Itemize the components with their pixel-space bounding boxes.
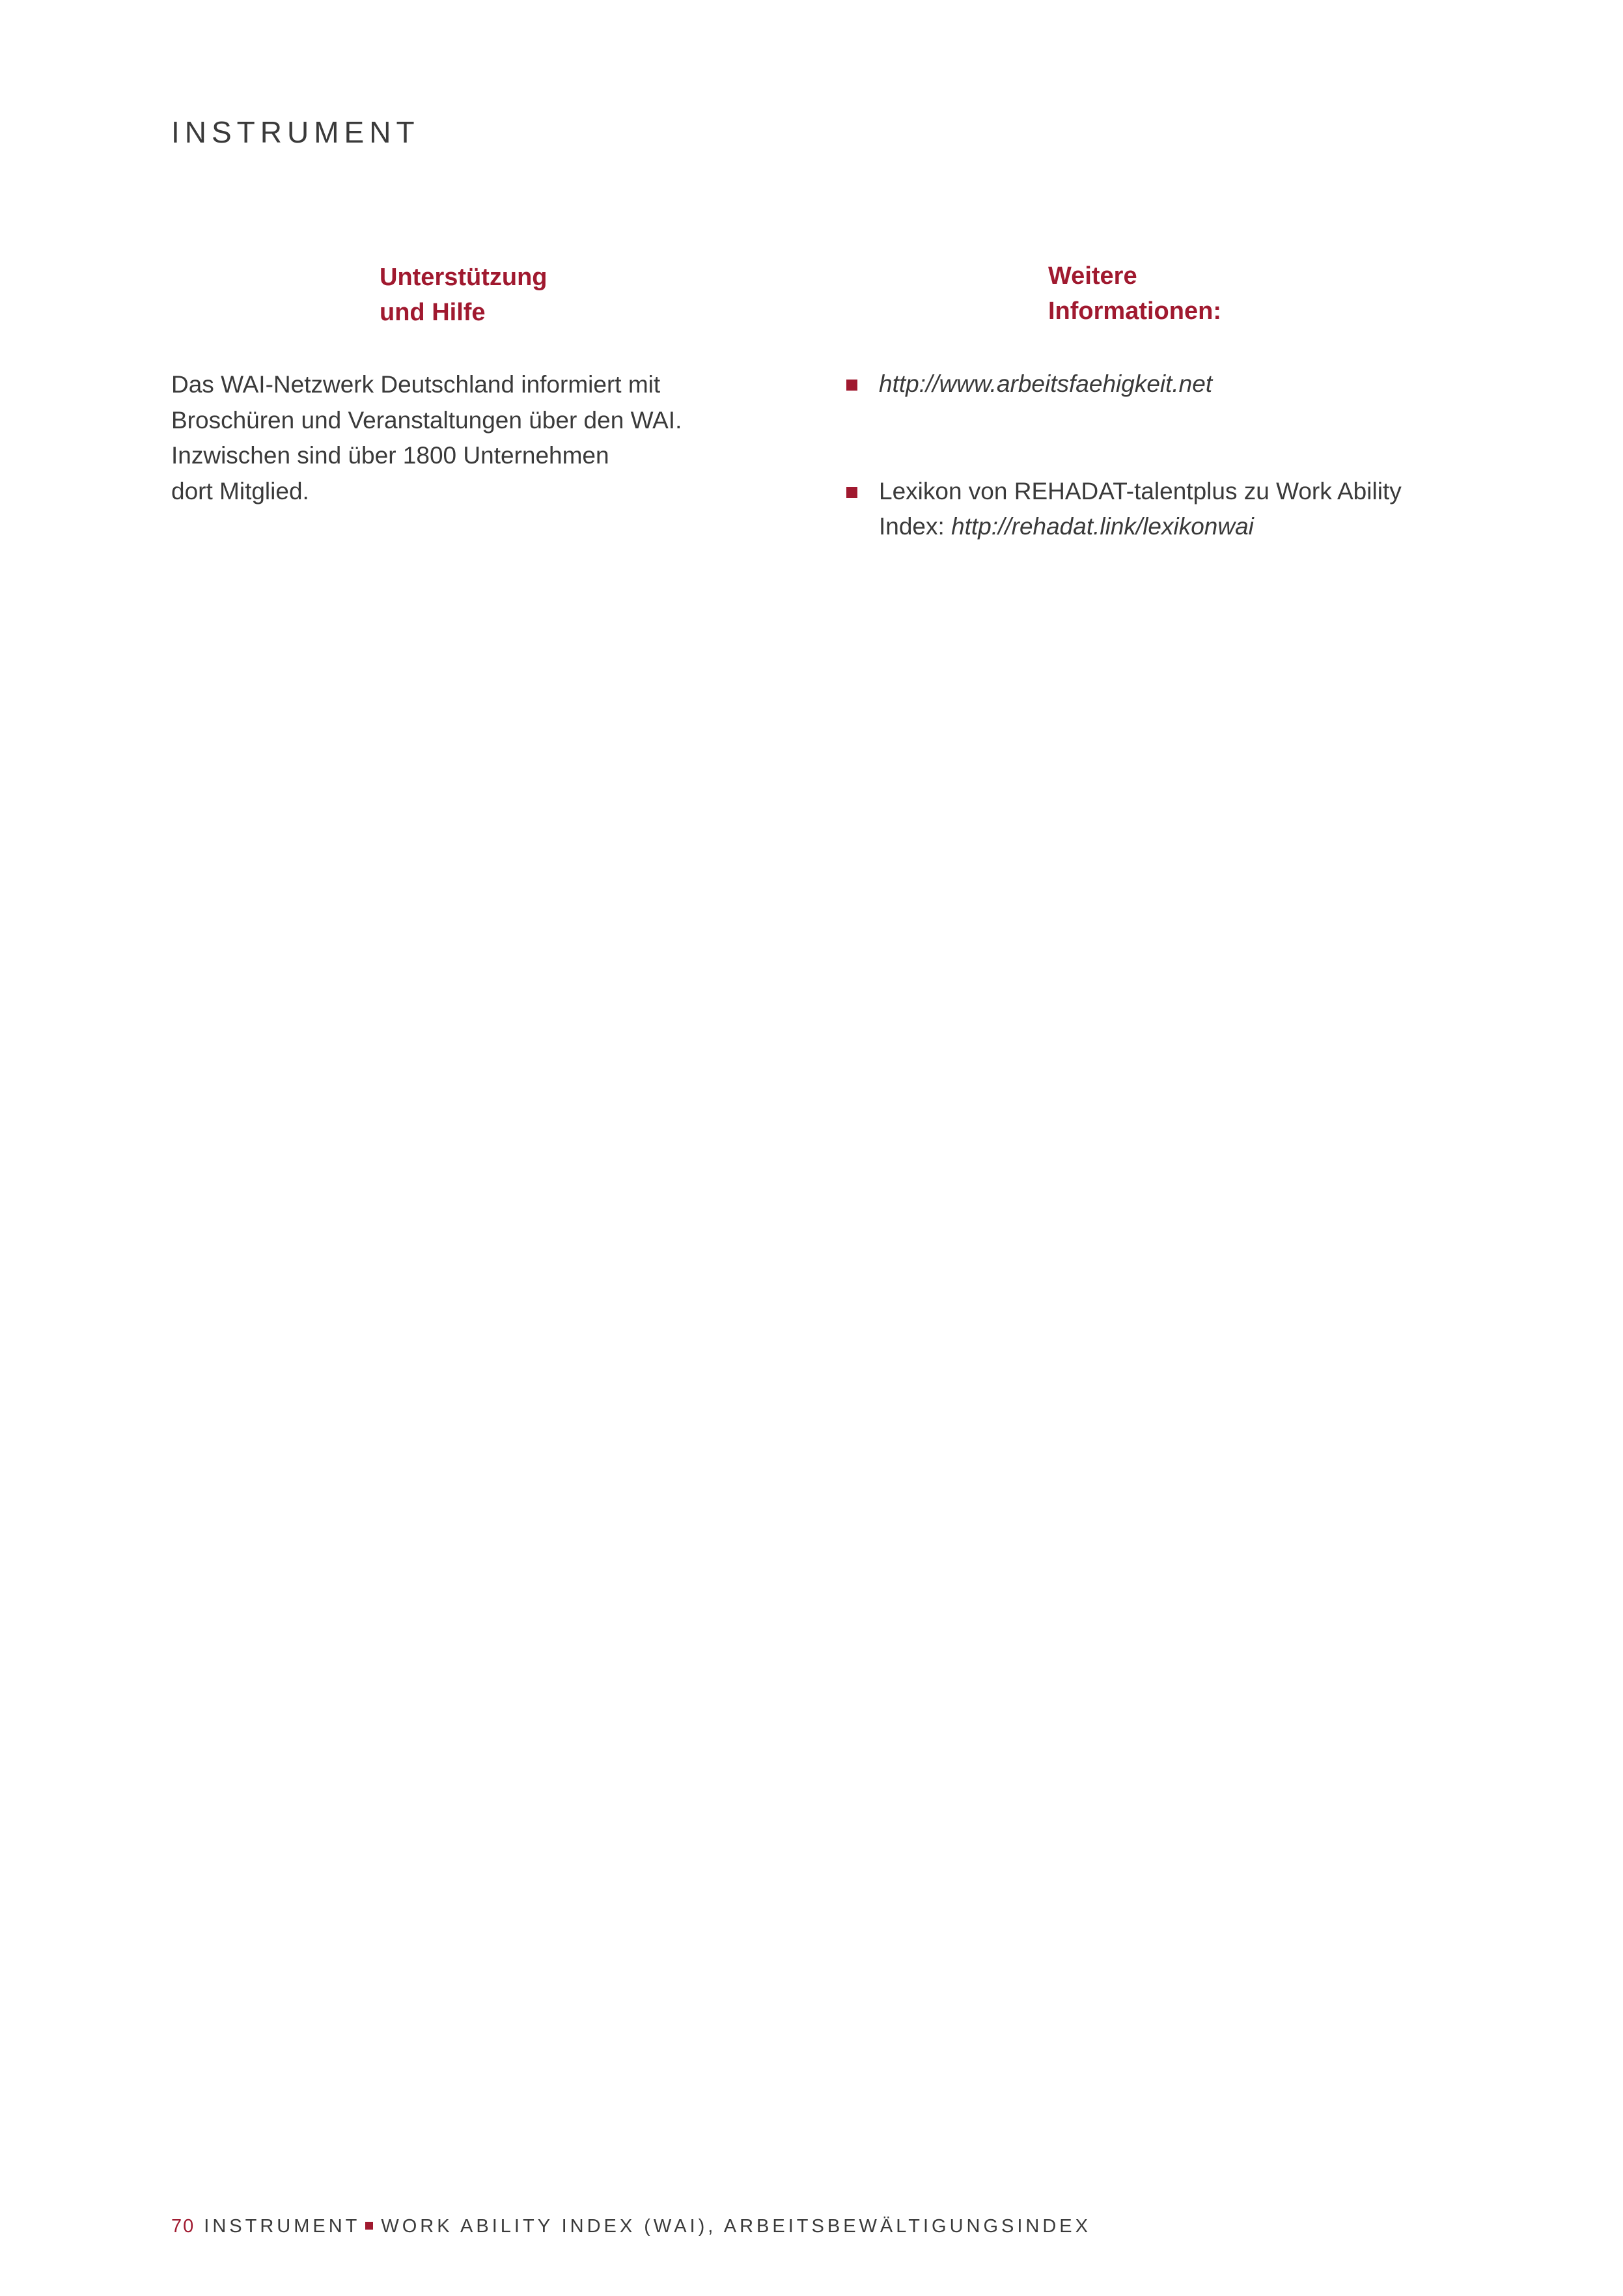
page-number: 70 xyxy=(171,2216,195,2237)
footer-section: INSTRUMENT xyxy=(204,2216,361,2237)
further-info-heading xyxy=(1048,258,1221,329)
paragraph-line: Broschüren und Veranstaltungen über den WAI. xyxy=(171,406,682,434)
rehadat-lexikon-link[interactable]: http://rehadat.link/lexikonwai xyxy=(951,513,1254,540)
list-item-text: Lexikon von REHADAT-talentplus zu Work Ability xyxy=(879,477,1402,505)
further-info-heading-line-1: Weitere xyxy=(1048,262,1137,290)
list-item-text-line-2 xyxy=(879,509,1497,545)
section-label: INSTRUMENT xyxy=(171,115,420,149)
footer-title: WORK ABILITY INDEX (WAI), ARBEITSBEWÄLTIGUNGSINDEX xyxy=(381,2216,1091,2237)
further-info-heading-line-2: Informationen: xyxy=(1048,297,1221,325)
square-bullet-icon xyxy=(846,487,857,498)
support-paragraph xyxy=(171,367,744,509)
support-heading xyxy=(380,260,548,330)
paragraph-line: Das WAI-Netzwerk Deutschland informiert mit xyxy=(171,371,661,398)
paragraph-line: Inzwischen sind über 1800 Unternehmen xyxy=(171,442,609,469)
list-item xyxy=(846,474,1497,545)
square-bullet-icon xyxy=(846,380,857,391)
list-item xyxy=(846,367,1497,402)
wai-website-link[interactable]: http://www.arbeitsfaehigkeit.net xyxy=(879,370,1213,397)
paragraph-line: dort Mitglied. xyxy=(171,477,309,505)
square-separator-icon xyxy=(365,2222,373,2230)
list-item-prefix: Index: xyxy=(879,513,952,540)
support-heading-line-1: Unterstützung xyxy=(380,264,548,291)
page-footer xyxy=(171,2216,1091,2237)
support-heading-line-2: und Hilfe xyxy=(380,299,486,326)
further-info-list xyxy=(846,367,1497,545)
